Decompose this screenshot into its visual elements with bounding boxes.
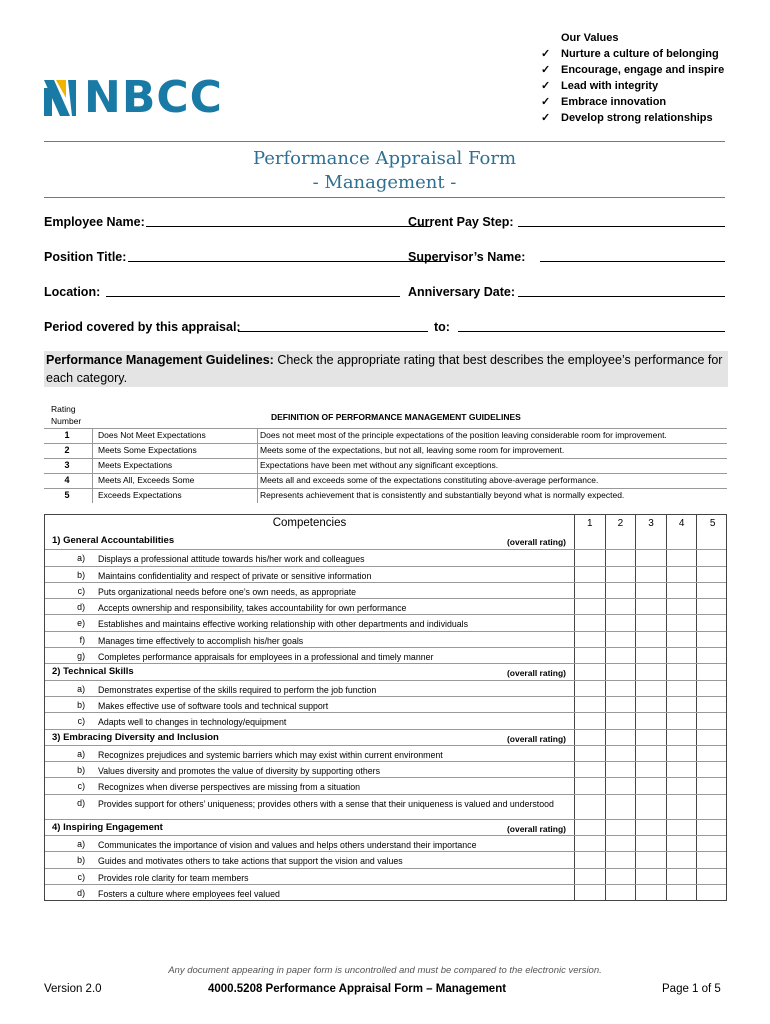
item-letter: b) — [77, 765, 85, 776]
divider-title — [44, 197, 725, 198]
rating-col-2: 2 — [606, 515, 637, 533]
rating-cell-4[interactable] — [667, 550, 698, 565]
item-letter: a) — [77, 683, 85, 694]
checkmark-icon: ✓ — [541, 64, 551, 76]
period-covered-label: Period covered by this appraisal: — [44, 320, 241, 334]
competency-item-row — [45, 868, 726, 884]
rating-cell-2[interactable] — [606, 869, 637, 884]
rating-cell-3[interactable] — [636, 869, 667, 884]
item-text: Manages time effectively to accomplish his/her goals — [98, 635, 304, 646]
rating-col-5: 5 — [709, 518, 716, 529]
item-letter: a) — [77, 553, 85, 564]
item-text: Recognizes when diverse perspectives are missing from a situation — [98, 782, 361, 793]
rating-cell-4[interactable] — [667, 632, 698, 647]
rating-cell-5[interactable] — [697, 533, 728, 549]
rating-cell-4[interactable] — [667, 762, 698, 777]
rating-cell-5[interactable] — [697, 713, 728, 728]
rating-cell-3[interactable] — [636, 730, 667, 745]
overall-rating-label: (overall rating) — [506, 823, 566, 834]
rating-cell-3[interactable] — [636, 778, 667, 793]
version: Version 2.0 — [44, 983, 102, 995]
item-text: Establishes and maintains effective working relationship with other departments and individuals — [98, 619, 469, 630]
rating-cell-2[interactable] — [606, 648, 637, 663]
rating-cell-4[interactable] — [667, 795, 698, 819]
rating-cell-3[interactable] — [636, 697, 667, 712]
rating-cell-4[interactable] — [667, 820, 698, 835]
row-position — [44, 250, 725, 268]
rating-cell-4[interactable] — [667, 648, 698, 663]
rating-cell-2[interactable] — [606, 583, 637, 598]
rating-cell-1[interactable] — [575, 567, 606, 582]
competency-item-row — [45, 549, 726, 565]
rating-cell-3[interactable] — [636, 713, 667, 728]
item-text: Completes performance appraisals for employees in a professional and timely manner — [98, 652, 434, 663]
competency-item-row — [45, 680, 726, 696]
location-label: Location: — [44, 285, 101, 299]
values-title: Our Values — [561, 32, 619, 44]
nbcc-logo — [44, 72, 223, 123]
rating-number-header: Rating Number — [51, 404, 82, 426]
rating-cell-2[interactable] — [606, 664, 637, 679]
rating-cell-4[interactable] — [667, 836, 698, 851]
competency-item-row — [45, 794, 726, 819]
rating-cell-1[interactable] — [575, 778, 606, 793]
rating-cell-2[interactable] — [606, 632, 637, 647]
rating-cell-2[interactable] — [606, 681, 637, 696]
rating-cell-1[interactable] — [575, 869, 606, 884]
rating-cell-3[interactable] — [636, 820, 667, 835]
rating-cell-3[interactable] — [636, 567, 667, 582]
rating-cell-5[interactable] — [697, 869, 728, 884]
item-text: Maintains confidentiality and respect of private or sensitive information — [98, 570, 372, 581]
rating-cell-1[interactable] — [575, 762, 606, 777]
checkmark-icon: ✓ — [541, 96, 551, 108]
rating-cell-3[interactable] — [636, 550, 667, 565]
item-letter: c) — [77, 871, 85, 882]
checkmark-icon: ✓ — [541, 48, 551, 60]
competency-section-row — [45, 819, 726, 835]
rating-cell-1[interactable] — [575, 681, 606, 696]
rating-cell-2[interactable] — [606, 778, 637, 793]
rating-cell-4[interactable] — [667, 583, 698, 598]
competency-item-row — [45, 851, 726, 867]
rating-cell-3[interactable] — [636, 681, 667, 696]
item-text: Makes effective use of software tools and technical support — [98, 700, 329, 711]
rating-cell-2[interactable] — [606, 713, 637, 728]
page-number: Page 1 of 5 — [662, 983, 721, 995]
competency-item-row — [45, 647, 726, 663]
rating-cell-3[interactable] — [636, 632, 667, 647]
rating-cell-5[interactable] — [697, 550, 728, 565]
overall-rating-label: (overall rating) — [506, 668, 566, 679]
item-letter: c) — [77, 716, 85, 727]
item-letter: f) — [79, 634, 85, 645]
rating-cell-4[interactable] — [667, 599, 698, 614]
rating-cell-2[interactable] — [606, 836, 637, 851]
value-item: ✓ Develop strong relationships — [541, 112, 713, 124]
rating-cell-2[interactable] — [606, 730, 637, 745]
item-letter: g) — [77, 651, 85, 662]
period-to-label: to: — [434, 320, 450, 334]
row-period — [44, 320, 725, 338]
competency-item-row — [45, 777, 726, 793]
item-letter: d) — [77, 602, 85, 613]
anniversary-date-label: Anniversary Date: — [408, 285, 515, 299]
item-text: Values diversity and promotes the value of diversity by supporting others — [98, 766, 380, 777]
rating-cell-3[interactable] — [636, 852, 667, 867]
rating-cell-5[interactable] — [697, 567, 728, 582]
item-letter: d) — [77, 797, 85, 808]
item-letter: e) — [77, 618, 85, 629]
row-employee — [44, 215, 725, 233]
item-letter: b) — [77, 699, 85, 710]
divider-top — [44, 141, 725, 142]
rating-cell-5[interactable] — [697, 836, 728, 851]
employee-name-label: Employee Name: — [44, 215, 145, 229]
rating-cell-3[interactable] — [636, 648, 667, 663]
item-letter: b) — [77, 569, 85, 580]
rating-cell-2[interactable] — [606, 550, 637, 565]
competency-section-row — [45, 729, 726, 745]
anniversary-date-field[interactable] — [518, 285, 725, 300]
rating-cell-1[interactable] — [575, 746, 606, 761]
rating-cell-2[interactable] — [606, 599, 637, 614]
rating-cell-1[interactable] — [575, 795, 606, 819]
rating-cell-5[interactable] — [697, 664, 728, 679]
item-text: Demonstrates expertise of the skills required to perform the job function — [98, 684, 377, 695]
row-location — [44, 285, 725, 303]
competency-item-row — [45, 614, 726, 630]
rating-cell-2[interactable] — [606, 852, 637, 867]
supervisor-name-field[interactable] — [540, 250, 725, 265]
rating-cell-4[interactable] — [667, 730, 698, 745]
rating-cell-4[interactable] — [667, 869, 698, 884]
rating-cell-5[interactable] — [697, 615, 728, 630]
competency-section-row — [45, 663, 726, 679]
competency-item-row — [45, 566, 726, 582]
competency-section-title: 4) Inspiring Engagement — [52, 821, 163, 833]
rating-cell-3[interactable] — [636, 885, 667, 900]
rating-cell-3[interactable] — [636, 583, 667, 598]
rating-cell-5[interactable] — [697, 762, 728, 777]
performance-guidelines: Performance Management Guidelines: Check the appropriate rating that best describes the employee’s performance for each category. — [44, 351, 728, 387]
rating-cell-1[interactable] — [575, 648, 606, 663]
item-text: Provides role clarity for team members — [98, 872, 249, 883]
competency-section-title: 3) Embracing Diversity and Inclusion — [52, 731, 219, 743]
rating-cell-1[interactable] — [575, 599, 606, 614]
rating-cell-5[interactable] — [697, 599, 728, 614]
competency-item-row — [45, 598, 726, 614]
location-field[interactable] — [106, 285, 400, 300]
rating-cell-1[interactable] — [575, 550, 606, 565]
definition-header: DEFINITION OF PERFORMANCE MANAGEMENT GUIDELINES — [271, 412, 521, 422]
rating-cell-4[interactable] — [667, 713, 698, 728]
item-text: Recognizes prejudices and systemic barriers which may exist within current environment — [98, 749, 443, 760]
rating-cell-2[interactable] — [606, 615, 637, 630]
rating-cell-1[interactable] — [575, 885, 606, 900]
rating-cell-5[interactable] — [697, 795, 728, 819]
rating-cell-4[interactable] — [667, 746, 698, 761]
item-text: Adapts well to changes in technology/equipment — [98, 717, 287, 728]
competency-item-row — [45, 631, 726, 647]
rating-cell-3[interactable] — [636, 615, 667, 630]
competency-section-title: 2) Technical Skills — [52, 666, 134, 678]
rating-cell-4[interactable] — [667, 778, 698, 793]
rating-cell-2[interactable] — [606, 820, 637, 835]
item-text: Fosters a culture where employees feel valued — [98, 888, 280, 899]
competency-item-row — [45, 582, 726, 598]
competencies-table — [44, 514, 727, 901]
item-text: Puts organizational needs before one’s own needs, as appropriate — [98, 586, 357, 597]
our-values — [541, 30, 724, 126]
checkmark-icon: ✓ — [541, 112, 551, 124]
current-pay-step-field[interactable] — [518, 215, 725, 230]
rating-cell-1[interactable] — [575, 836, 606, 851]
rating-cell-3[interactable] — [636, 664, 667, 679]
value-item: ✓ Embrace innovation — [541, 96, 667, 108]
rating-cell-2[interactable] — [606, 762, 637, 777]
rating-cell-5[interactable] — [697, 681, 728, 696]
position-title-field[interactable] — [128, 250, 448, 265]
rating-cell-5[interactable] — [697, 852, 728, 867]
employee-name-field[interactable] — [146, 215, 431, 230]
rating-cell-4[interactable] — [667, 533, 698, 549]
document-number: 4000.5208 Performance Appraisal Form – Management — [208, 983, 507, 995]
rating-col-4: 4 — [667, 515, 698, 533]
rating-cell-1[interactable] — [575, 615, 606, 630]
rating-cell-5[interactable] — [697, 820, 728, 835]
rating-cell-3[interactable] — [636, 533, 667, 549]
competency-section-title: 1) General Accountabilities — [52, 535, 175, 546]
item-letter: a) — [77, 748, 85, 759]
rating-cell-5[interactable] — [697, 583, 728, 598]
rating-cell-5[interactable] — [697, 632, 728, 647]
rating-cell-5[interactable] — [697, 885, 728, 900]
competency-item-row — [45, 745, 726, 761]
rating-cell-3[interactable] — [636, 836, 667, 851]
period-from-field[interactable] — [238, 320, 428, 335]
rating-cell-2[interactable] — [606, 746, 637, 761]
page-title: Performance Appraisal Form - Management - — [252, 148, 517, 193]
rating-cell-1[interactable] — [575, 820, 606, 835]
supervisor-name-label: Supervisor’s Name: — [408, 250, 526, 264]
item-text: Communicates the importance of vision and values and helps others understand their importance — [98, 840, 477, 851]
value-item: ✓ Encourage, engage and inspire — [541, 64, 725, 76]
item-text: Displays a professional attitude towards his/her work and colleagues — [98, 554, 365, 565]
rating-cell-4[interactable] — [667, 681, 698, 696]
checkmark-icon: ✓ — [541, 80, 551, 92]
rating-cell-1[interactable] — [575, 713, 606, 728]
rating-cell-2[interactable] — [606, 885, 637, 900]
rating-cell-2[interactable] — [606, 533, 637, 549]
competency-item-row — [45, 761, 726, 777]
current-pay-step-label: Current Pay Step: — [408, 215, 514, 229]
rating-cell-5[interactable] — [697, 648, 728, 663]
rating-cell-2[interactable] — [606, 697, 637, 712]
period-to-field[interactable] — [458, 320, 725, 335]
competencies-header-row — [45, 515, 726, 533]
rating-cell-1[interactable] — [575, 697, 606, 712]
item-text: Provides support for others’ uniqueness; provides others with a sense that their uniqueness is valued and understood — [98, 798, 554, 809]
item-text: Guides and motivates others to take actions that support the vision and values — [98, 856, 403, 867]
competency-item-row — [45, 712, 726, 728]
value-item: ✓ Nurture a culture of belonging — [541, 48, 719, 60]
rating-cell-1[interactable] — [575, 852, 606, 867]
rating-cell-2[interactable] — [606, 567, 637, 582]
rating-cell-4[interactable] — [667, 664, 698, 679]
item-text: Accepts ownership and responsibility, takes accountability for own performance — [98, 603, 407, 614]
rating-cell-1[interactable] — [575, 533, 606, 549]
rating-cell-1[interactable] — [575, 583, 606, 598]
rating-cell-3[interactable] — [636, 762, 667, 777]
rating-cell-4[interactable] — [667, 885, 698, 900]
rating-cell-4[interactable] — [667, 615, 698, 630]
rating-cell-2[interactable] — [606, 795, 637, 819]
rating-cell-4[interactable] — [667, 567, 698, 582]
logo-wordmark: NBCC — [84, 72, 223, 123]
rating-cell-3[interactable] — [636, 795, 667, 819]
competency-item-row — [45, 835, 726, 851]
value-item: ✓ Lead with integrity — [541, 80, 659, 92]
rating-cell-5[interactable] — [697, 778, 728, 793]
position-title-label: Position Title: — [44, 250, 127, 264]
rating-cell-4[interactable] — [667, 852, 698, 867]
item-letter: a) — [77, 839, 85, 850]
competencies-header: Competencies — [272, 517, 347, 529]
rating-cell-4[interactable] — [667, 697, 698, 712]
rating-cell-1[interactable] — [575, 664, 606, 679]
rating-cell-3[interactable] — [636, 599, 667, 614]
uncontrolled-document-note: Any document appearing in paper form is uncontrolled and must be compared to the electronic version. — [168, 965, 602, 976]
item-letter: c) — [77, 781, 85, 792]
rating-cell-3[interactable] — [636, 746, 667, 761]
rating-cell-5[interactable] — [697, 730, 728, 745]
nbcc-logo-mark-icon — [44, 78, 80, 118]
competency-item-row — [45, 884, 726, 900]
rating-col-1: 1 — [575, 515, 606, 533]
rating-cell-1[interactable] — [575, 632, 606, 647]
competency-section-row — [45, 533, 726, 549]
item-letter: b) — [77, 855, 85, 866]
rating-cell-5[interactable] — [697, 697, 728, 712]
overall-rating-label: (overall rating) — [506, 537, 566, 547]
overall-rating-label: (overall rating) — [506, 733, 566, 744]
rating-col-3: 3 — [636, 515, 667, 533]
competency-item-row — [45, 696, 726, 712]
rating-cell-5[interactable] — [697, 746, 728, 761]
rating-cell-1[interactable] — [575, 730, 606, 745]
item-letter: c) — [77, 585, 85, 596]
item-letter: d) — [77, 887, 85, 898]
